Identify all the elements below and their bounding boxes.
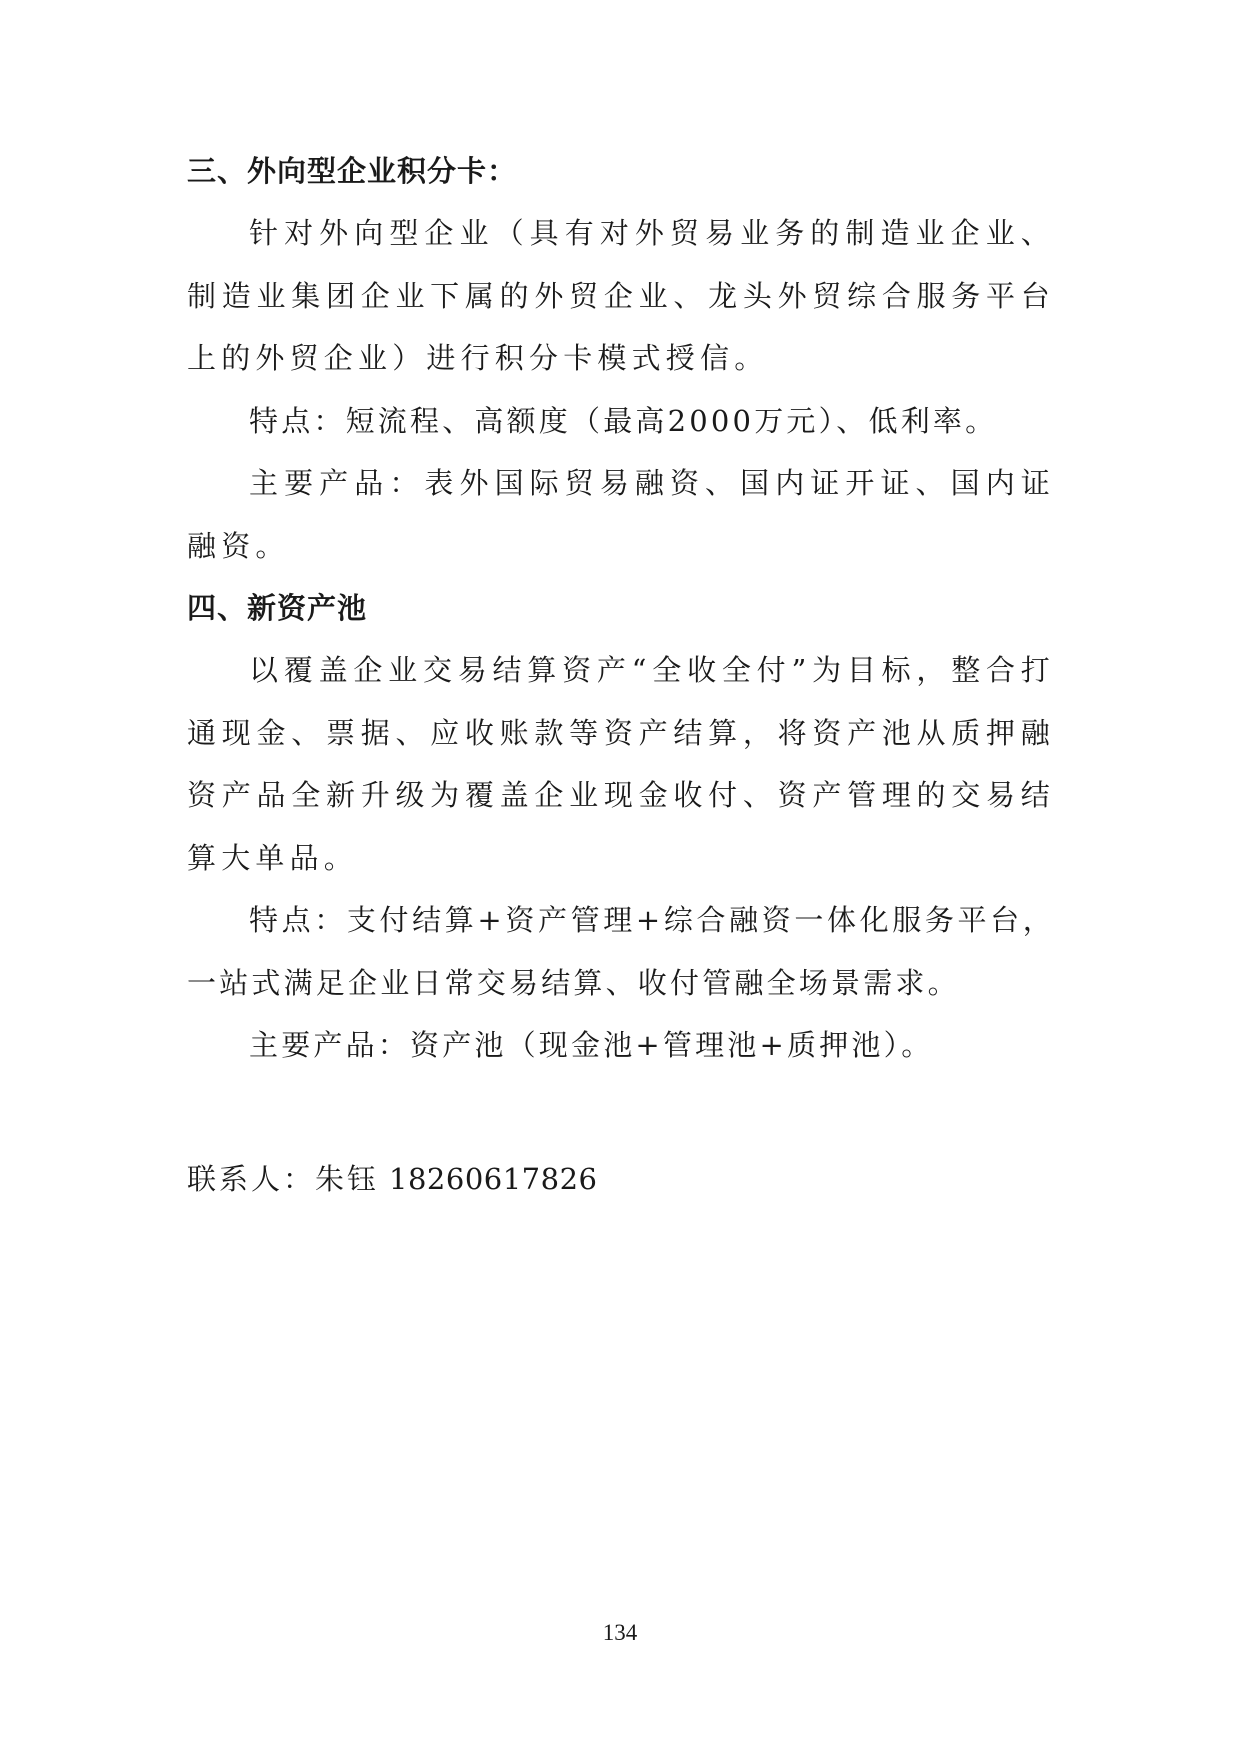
page-number: 134 xyxy=(602,1620,638,1645)
paragraph-asset-pool-products: 主要产品：资产池（现金池+管理池+质押池）。 xyxy=(249,1028,934,1062)
contact-phone: 18260617826 xyxy=(389,1162,598,1196)
paragraph-export-scorecard-products: 主要产品：表外国际贸易融资、国内证开证、国内证融资。 xyxy=(187,466,1055,563)
paragraph-export-scorecard-features: 特点：短流程、高额度（最高2000万元）、低利率。 xyxy=(249,403,998,438)
section-heading-new-asset-pool: 四、新资产池 xyxy=(187,591,368,625)
paragraph-asset-pool-features: 特点：支付结算+资产管理+综合融资一体化服务平台，一站式满足企业日常交易结算、收付管融全场景需求。 xyxy=(187,903,1055,1000)
contact-line xyxy=(187,1148,597,1210)
contact-label: 联系人：朱钰 xyxy=(187,1162,380,1196)
main-content xyxy=(187,140,1055,1077)
section-heading-export-scorecard: 三、外向型企业积分卡： xyxy=(187,154,518,188)
paragraph-asset-pool-description: 以覆盖企业交易结算资产“全收全付”为目标，整合打通现金、票据、应收账款等资产结算，将资产池从质押融资产品全新升级为覆盖企业现金收付、资产管理的交易结算大单品。 xyxy=(187,653,1055,875)
paragraph-export-scorecard-description: 针对外向型企业（具有对外贸易业务的制造业企业、制造业集团企业下属的外贸企业、龙头外贸综合服务平台上的外贸企业）进行积分卡模式授信。 xyxy=(187,216,1055,375)
